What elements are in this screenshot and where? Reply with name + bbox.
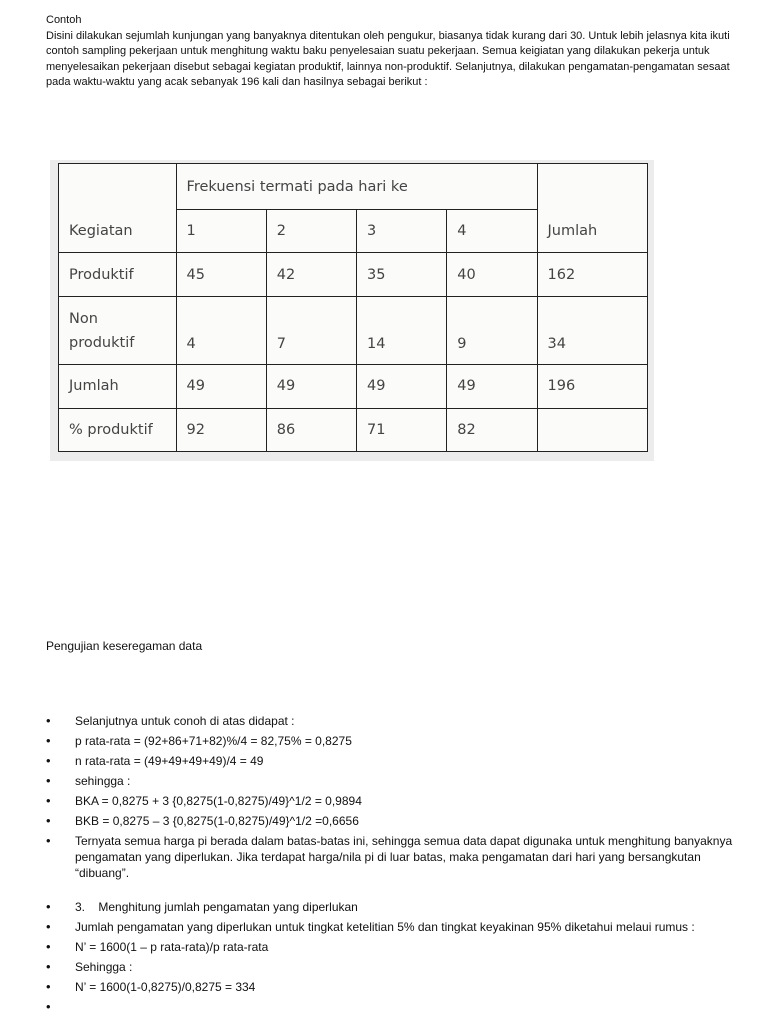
- table-row: [59, 408, 648, 451]
- header-activity: Kegiatan: [59, 164, 177, 253]
- table-cell: 49: [266, 364, 356, 408]
- bullet-item: • N’ = 1600(1-0,8275)/0,8275 = 334: [46, 979, 736, 995]
- table-cell: 14: [357, 297, 447, 364]
- table-cell: 35: [357, 253, 447, 297]
- table-row: [59, 364, 648, 408]
- table-cell: 34: [537, 297, 647, 364]
- intro-heading: Contoh: [46, 14, 82, 26]
- table-row: [59, 297, 648, 364]
- table-cell: 7: [266, 297, 356, 364]
- bullet-item: • Jumlah pengamatan yang diperlukan untuk tingkat ketelitian 5% dan tingkat keyakinan 95% diketahui melaui rumus :: [46, 919, 736, 935]
- bullet-item: • sehingga :: [46, 773, 736, 789]
- table-cell: 9: [447, 297, 537, 364]
- row-label: Produktif: [59, 253, 177, 297]
- section-title: Pengujian keseregaman data: [46, 639, 203, 653]
- frequency-table: [58, 163, 648, 452]
- bullet-item: • n rata-rata = (49+49+49+49)/4 = 49: [46, 753, 736, 769]
- table-cell: 71: [357, 408, 447, 451]
- bullet-item: • Selanjutnya untuk conoh di atas didapat :: [46, 713, 736, 729]
- table-cell: 86: [266, 408, 356, 451]
- row-label: Non produktif: [59, 297, 177, 364]
- bullet-item: • p rata-rata = (92+86+71+82)%/4 = 82,75% = 0,8275: [46, 733, 736, 749]
- table-cell: 45: [176, 253, 266, 297]
- row-label: Jumlah: [59, 364, 177, 408]
- header-frequency-group: Frekuensi termati pada hari ke: [176, 164, 537, 210]
- table-cell: 196: [537, 364, 647, 408]
- table-cell: 92: [176, 408, 266, 451]
- frequency-table-image: [50, 160, 654, 461]
- table-cell: 40: [447, 253, 537, 297]
- header-day: 4: [447, 210, 537, 253]
- table-cell: [537, 408, 647, 451]
- bullet-item: [46, 999, 736, 1015]
- row-label: % produktif: [59, 408, 177, 451]
- table-header-row: [59, 164, 648, 210]
- bullet-item: • BKA = 0,8275 + 3 {0,8275(1-0,8275)/49}^1/2 = 0,9894: [46, 793, 736, 809]
- table-cell: 4: [176, 297, 266, 364]
- header-day: 3: [357, 210, 447, 253]
- intro-paragraph: [46, 13, 736, 91]
- bullet-item: • BKB = 0,8275 – 3 {0,8275(1-0,8275)/49}^1/2 =0,6656: [46, 813, 736, 829]
- header-day: 2: [266, 210, 356, 253]
- table-row: [59, 253, 648, 297]
- intro-body: Disini dilakukan sejumlah kunjungan yang banyaknya ditentukan oleh pengukur, biasanya tidak kurang dari 30. Untuk lebih jelasnya kita ikuti contoh sampling pekerjaan untuk menghitung waktu baku penyelesaian suatu pekerjaan. Semua keigiatan yang dilakukan pekerja untuk menyelesaikan pekerjaan disebut sebagai kegiatan produktif, lainnya non-produktif. Selanjutnya, dilakukan pengamatan-pengamatan sesaat pada waktu-waktu yang acak sebanyak 196 kali dan hasilnya sebagai berikut :: [46, 29, 730, 88]
- bullet-item: • 3. Menghitung jumlah pengamatan yang diperlukan: [46, 899, 736, 915]
- table-cell: 49: [357, 364, 447, 408]
- header-day: 1: [176, 210, 266, 253]
- table-cell: 42: [266, 253, 356, 297]
- bullet-list: [46, 713, 736, 1019]
- bullet-item: • N’ = 1600(1 – p rata-rata)/p rata-rata: [46, 939, 736, 955]
- header-total: Jumlah: [537, 164, 647, 253]
- table-cell: 162: [537, 253, 647, 297]
- bullet-item: • Ternyata semua harga pi berada dalam batas-batas ini, sehingga semua data dapat digunaka untuk menghitung banyaknya pengamatan yang diperlukan. Jika terdapat harga/nila pi di luar batas, maka pengamatan dari hari yang bersangkutan “dibuang”.: [46, 833, 736, 881]
- table-cell: 82: [447, 408, 537, 451]
- table-cell: 49: [176, 364, 266, 408]
- bullet-item: • Sehingga :: [46, 959, 736, 975]
- table-cell: 49: [447, 364, 537, 408]
